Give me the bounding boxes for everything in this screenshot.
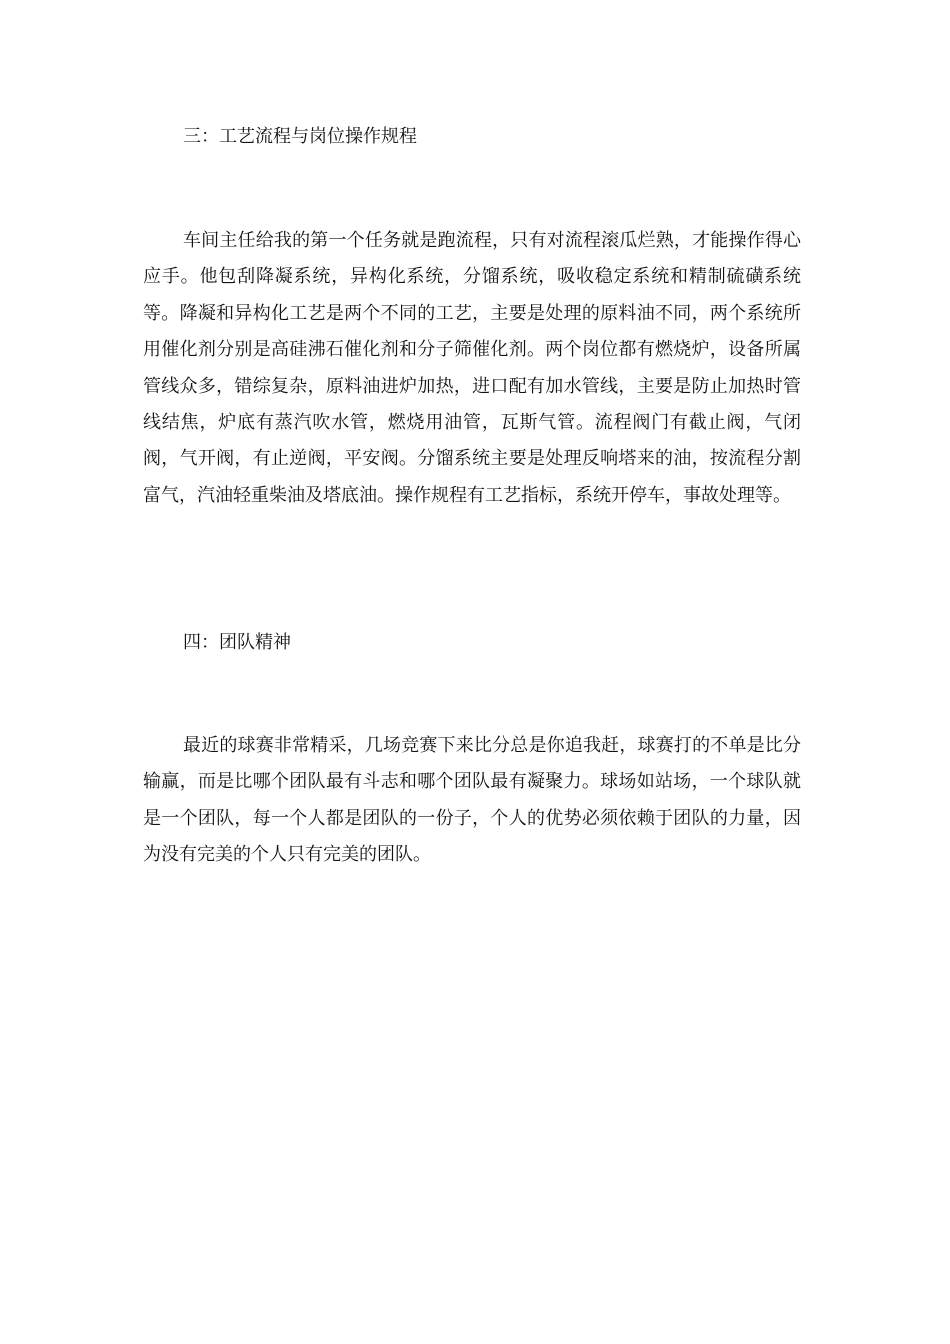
section-heading-team-spirit: 四：团队精神 xyxy=(183,632,291,653)
section-heading-process: 三：工艺流程与岗位操作规程 xyxy=(183,126,417,147)
section-paragraph-process: 车间主任给我的第一个任务就是跑流程，只有对流程滚瓜烂熟，才能操作得心应手。他包刮降凝系统，异构化系统，分馏系统，吸收稳定系统和精制硫磺系统等。降凝和异构化工艺是两个不同的工艺，主要是处理的原料油不同，两个系统所用催化剂分别是高硅沸石催化剂和分子筛催化剂。两个岗位都有燃烧炉，设备所属管线众多，错综复杂，原料油进炉加热，进口配有加水管线，主要是防止加热时管线结焦，炉底有蒸汽吹水管，燃烧用油管，瓦斯气管。流程阀门有截止阀，气闭阀，气开阀，有止逆阀，平安阀。分馏系统主要是处理反响塔来的油，按流程分割富气，汽油轻重柴油及塔底油。操作规程有工艺指标，系统开停车，事故处理等。 xyxy=(143,230,801,506)
section-paragraph-team-spirit: 最近的球赛非常精采，几场竞赛下来比分总是你追我赶，球赛打的不单是比分输赢，而是比哪个团队最有斗志和哪个团队最有凝聚力。球场如站场，一个球队就是一个团队，每一个人都是团队的一份子，个人的优势必须依赖于团队的力量，因为没有完美的个人只有完美的团队。 xyxy=(143,735,801,866)
